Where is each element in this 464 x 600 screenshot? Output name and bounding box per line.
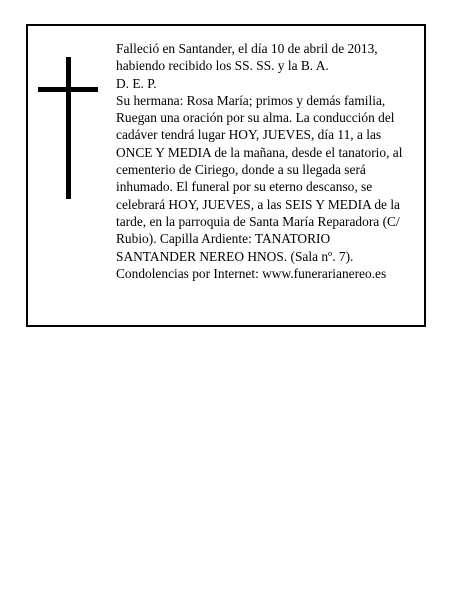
notice-line-time: ONCE Y MEDIA de la mañana, desde el tanatorio, al bbox=[116, 144, 403, 160]
notice-line-family: Su hermana: Rosa María; primos y demás familia, bbox=[116, 92, 386, 108]
notice-line-funeral: celebrará HOY, JUEVES, a las SEIS Y MEDIA de la bbox=[116, 196, 400, 212]
cross-horizontal-bar bbox=[38, 87, 98, 92]
cross-icon bbox=[38, 57, 98, 199]
notice-line-parish: tarde, en la parroquia de Santa María Reparadora (C/ bbox=[116, 213, 400, 229]
notice-line-procession: cadáver tendrá lugar HOY, JUEVES, día 11, a las bbox=[116, 127, 382, 143]
notice-line-death: Falleció en Santander, el día 10 de abril de 2013, bbox=[116, 41, 378, 56]
notice-line-tanatorio: SANTANDER NEREO HNOS. (Sala nº. 7). bbox=[116, 248, 354, 264]
notice-line-rip: D. E. P. bbox=[116, 75, 157, 91]
notice-line-burial: inhumado. El funeral por su eterno descanso, se bbox=[116, 179, 373, 195]
obituary-notice bbox=[26, 24, 426, 327]
notice-line-cemetery: cementerio de Ciriego, donde a su llegada será bbox=[116, 162, 366, 178]
notice-line-sacraments: habiendo recibido los SS. SS. y la B. A. bbox=[116, 58, 329, 74]
notice-line-chapel: Rubio). Capilla Ardiente: TANATORIO bbox=[116, 231, 331, 247]
cross-vertical-bar bbox=[66, 57, 71, 199]
notice-line-condolences: Condolencias por Internet: www.funerarianereo.es bbox=[116, 265, 387, 281]
notice-text bbox=[116, 40, 420, 282]
notice-line-prayer: Ruegan una oración por su alma. La conducción del bbox=[116, 110, 395, 126]
